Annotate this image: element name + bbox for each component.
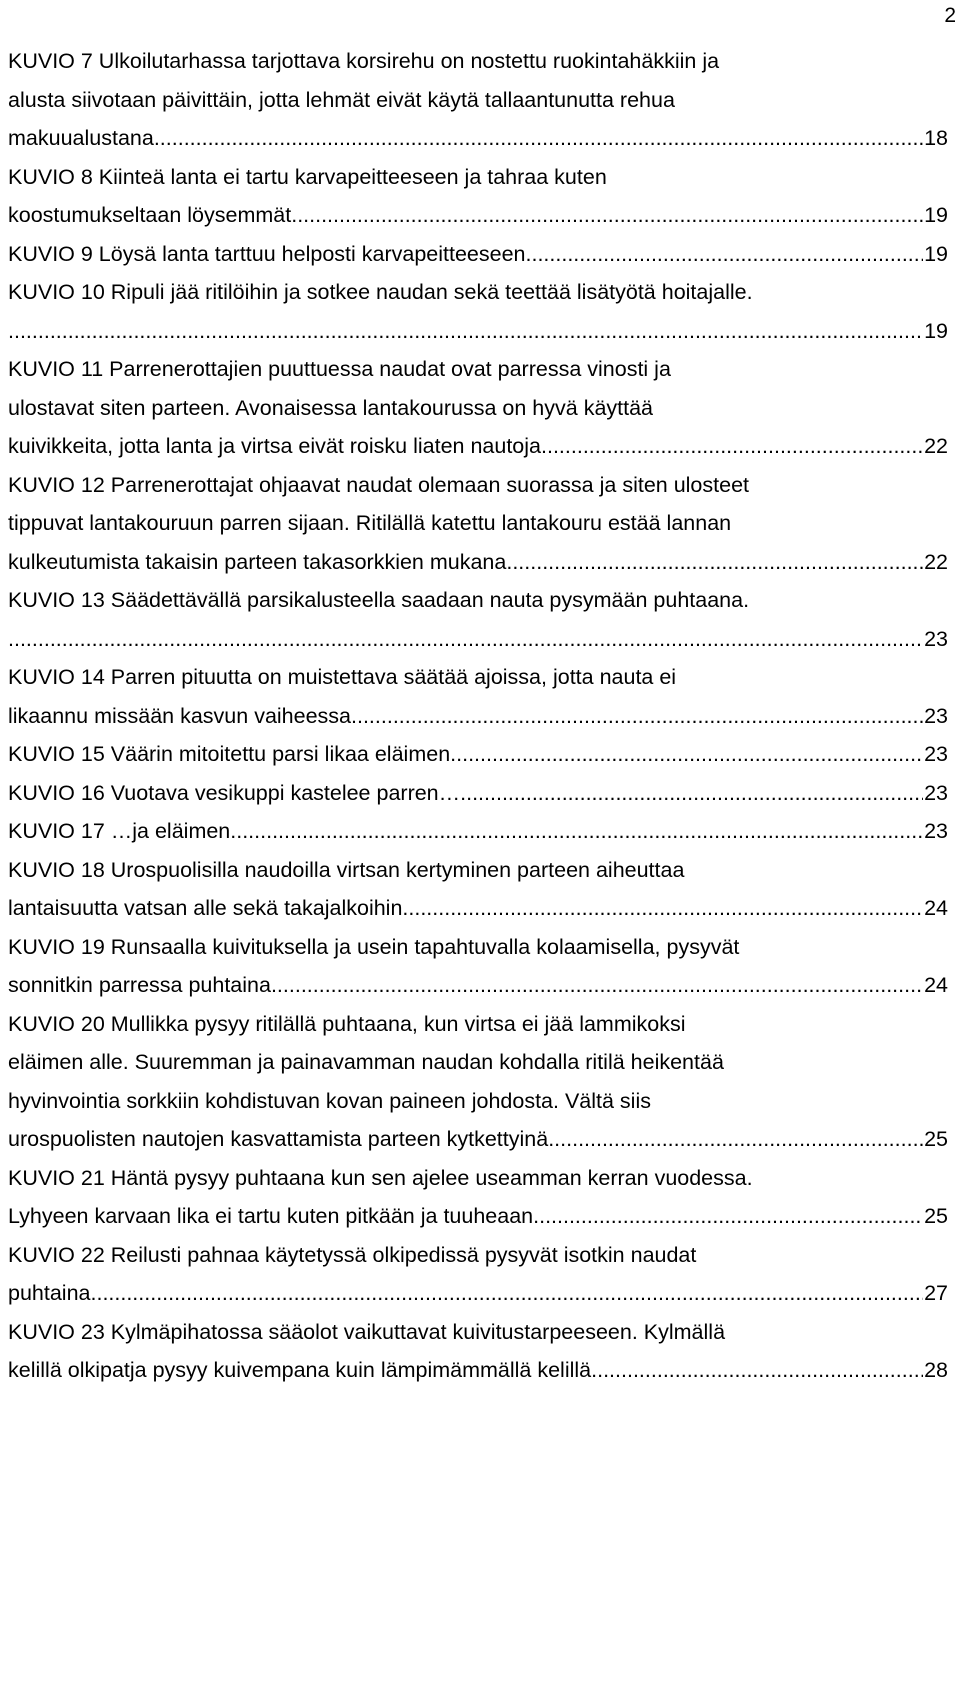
- toc-entry-text: urospuolisten nautojen kasvattamista parteen kytkettyinä.: [8, 1127, 555, 1151]
- toc-entry-text: KUVIO 21 Häntä pysyy puhtaana kun sen ajelee useamman kerran vuodessa.: [8, 1165, 753, 1190]
- toc-page-number: 18: [924, 126, 948, 150]
- toc-entry[interactable]: [8, 928, 948, 1005]
- toc-page-number: 22: [924, 434, 948, 458]
- toc-entry-text: sonnitkin parressa puhtaina.: [8, 973, 277, 997]
- toc-entry[interactable]: [8, 1005, 948, 1159]
- toc-page-number: 28: [924, 1358, 948, 1382]
- dot-leader: [8, 620, 923, 659]
- toc-page-number: 22: [924, 549, 948, 574]
- list-of-figures: [8, 42, 948, 1390]
- toc-page-number: 23: [924, 819, 948, 843]
- toc-entry-text: makuualustana.: [8, 126, 160, 150]
- dot-leader: [554, 1120, 923, 1159]
- toc-entry-text: KUVIO 11 Parrenerottajien puuttuessa naudat ovat parressa vinosti ja: [8, 357, 671, 381]
- toc-page-number: 25: [924, 1127, 948, 1151]
- toc-entry[interactable]: [8, 235, 948, 274]
- toc-entry[interactable]: [8, 158, 948, 235]
- toc-entry-text: hyvinvointia sorkkiin kohdistuvan kovan paineen johdosta. Vältä siis: [8, 1088, 651, 1113]
- toc-entry-text: KUVIO 23 Kylmäpihatossa sääolot vaikuttavat kuivitustarpeeseen. Kylmällä: [8, 1319, 726, 1344]
- toc-entry[interactable]: [8, 466, 948, 582]
- toc-entry[interactable]: [8, 42, 948, 158]
- dot-leader: [8, 312, 923, 351]
- toc-entry-text: kuivikkeita, jotta lanta ja virtsa eivät roisku liaten nautoja.: [8, 434, 547, 458]
- toc-entry-text: KUVIO 19 Runsaalla kuivituksella ja usein tapahtuvalla kolaamisella, pysyvät: [8, 934, 740, 959]
- dot-leader: [531, 235, 923, 274]
- toc-page-number: 27: [924, 1281, 948, 1305]
- toc-entry[interactable]: [8, 581, 948, 658]
- toc-entry-text: ulostavat siten parteen. Avonaisessa lantakourussa on hyvä käyttää: [8, 395, 654, 420]
- toc-entry-text: KUVIO 22 Reilusti pahnaa käytetyssä olkipedissä pysyvät isotkin naudat: [8, 1242, 697, 1267]
- toc-entry-text: KUVIO 20 Mullikka pysyy ritilällä puhtaana, kun virtsa ei jää lammikoksi: [8, 1011, 686, 1036]
- toc-entry-text: kelillä olkipatja pysyy kuivempana kuin lämpimämmällä kelillä.: [8, 1358, 598, 1382]
- toc-page-number: 19: [924, 241, 948, 266]
- toc-page-number: 19: [924, 203, 948, 227]
- toc-page-number: 23: [924, 703, 948, 728]
- toc-entry[interactable]: [8, 812, 948, 851]
- dot-leader: [297, 196, 923, 235]
- page-number: 2: [944, 4, 956, 27]
- toc-entry-text: lantaisuutta vatsan alle sekä takajalkoihin.: [8, 896, 409, 920]
- toc-page-number: 23: [924, 626, 948, 651]
- toc-entry[interactable]: [8, 1236, 948, 1313]
- toc-entry[interactable]: [8, 1159, 948, 1236]
- toc-entry-text: likaannu missään kasvun vaiheessa.: [8, 703, 357, 728]
- toc-entry-text: KUVIO 18 Urospuolisilla naudoilla virtsan kertyminen parteen aiheuttaa: [8, 857, 685, 882]
- toc-entry-text: KUVIO 16 Vuotava vesikuppi kastelee parren…: [8, 780, 461, 805]
- dot-leader: [160, 119, 923, 158]
- toc-entry-text: KUVIO 7 Ulkoilutarhassa tarjottava korsirehu on nostettu ruokintahäkkiin ja: [8, 49, 720, 73]
- dot-leader: [547, 427, 923, 466]
- dot-leader: [512, 543, 923, 582]
- dot-leader: [539, 1197, 923, 1236]
- toc-page-number: 23: [924, 742, 948, 766]
- toc-entry[interactable]: [8, 774, 948, 813]
- dot-leader: [597, 1351, 923, 1390]
- dot-leader: [456, 735, 923, 774]
- toc-entry[interactable]: [8, 273, 948, 350]
- toc-entry[interactable]: [8, 851, 948, 928]
- dot-leader: [357, 697, 923, 736]
- toc-entry[interactable]: [8, 1313, 948, 1390]
- toc-entry-text: KUVIO 9 Löysä lanta tarttuu helposti karvapeitteeseen.: [8, 241, 532, 266]
- toc-entry-text: KUVIO 14 Parren pituutta on muistettava säätää ajoissa, jotta nauta ei: [8, 665, 677, 689]
- toc-entry-text: KUVIO 8 Kiinteä lanta ei tartu karvapeitteeseen ja tahraa kuten: [8, 164, 607, 189]
- toc-entry-text: KUVIO 13 Säädettävällä parsikalusteella saadaan nauta pysymään puhtaana.: [8, 588, 750, 612]
- toc-entry-text: KUVIO 17 …ja eläimen: [8, 819, 231, 843]
- toc-page-number: 19: [924, 318, 948, 343]
- toc-entry-text: puhtaina.: [8, 1281, 97, 1305]
- toc-entry[interactable]: [8, 735, 948, 774]
- toc-page-number: 24: [924, 973, 948, 997]
- toc-entry-text: kulkeutumista takaisin parteen takasorkkien mukana.: [8, 549, 513, 574]
- toc-entry[interactable]: [8, 350, 948, 466]
- dot-leader: [408, 889, 923, 928]
- toc-page-number: 25: [924, 1204, 948, 1228]
- toc-entry-text: eläimen alle. Suuremman ja painavamman naudan kohdalla ritilä heikentää: [8, 1050, 724, 1074]
- toc-entry[interactable]: [8, 658, 948, 735]
- dot-leader: [96, 1274, 923, 1313]
- dot-leader: [277, 966, 923, 1005]
- toc-entry-text: Lyhyeen karvaan lika ei tartu kuten pitkään ja tuuheaan.: [8, 1204, 540, 1228]
- toc-entry-text: KUVIO 15 Väärin mitoitettu parsi likaa eläimen.: [8, 742, 457, 766]
- dot-leader: [230, 812, 923, 851]
- toc-entry-text: tippuvat lantakouruun parren sijaan. Ritilällä katettu lantakouru estää lannan: [8, 511, 732, 535]
- toc-entry-text: KUVIO 12 Parrenerottajat ohjaavat naudat olemaan suorassa ja siten ulosteet: [8, 472, 750, 497]
- toc-entry-text: koostumukseltaan löysemmät.: [8, 203, 298, 227]
- toc-entry-text: alusta siivotaan päivittäin, jotta lehmät eivät käytä tallaantunutta rehua: [8, 87, 675, 112]
- dot-leader: [460, 774, 923, 813]
- toc-page-number: 24: [924, 896, 948, 920]
- toc-entry-text: KUVIO 10 Ripuli jää ritilöihin ja sotkee naudan sekä teettää lisätyötä hoitajalle.: [8, 280, 753, 304]
- toc-page-number: 23: [924, 780, 948, 805]
